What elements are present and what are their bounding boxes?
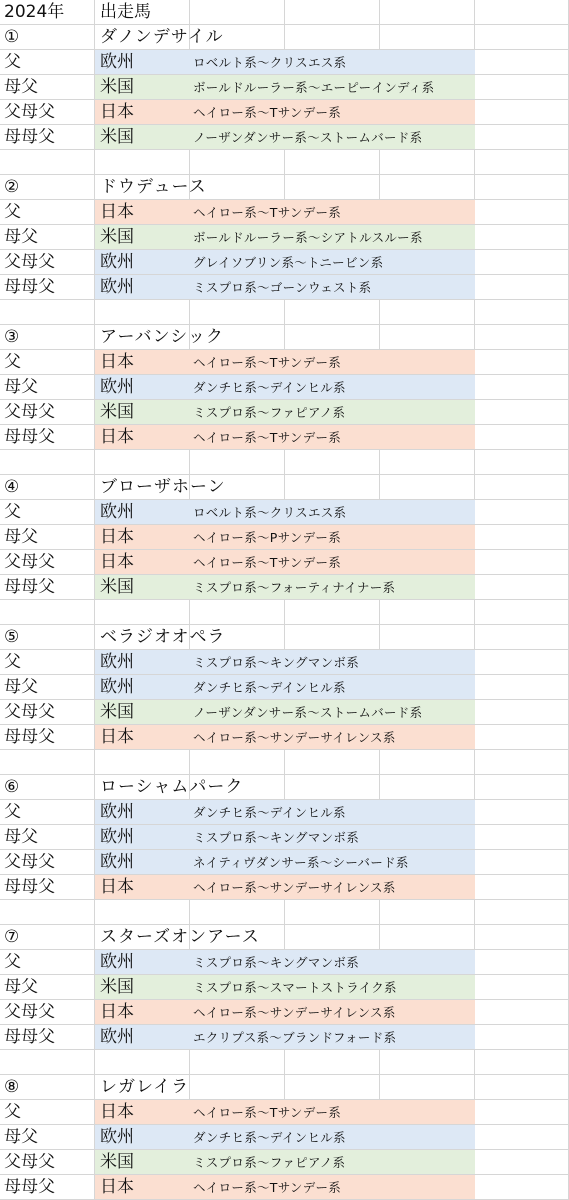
grid-cell[interactable] bbox=[475, 25, 569, 50]
pedigree-role: 母父 bbox=[4, 527, 38, 547]
grid-cell[interactable] bbox=[475, 300, 569, 325]
pedigree-row bbox=[0, 1175, 569, 1200]
grid-cell[interactable] bbox=[285, 175, 380, 200]
column-title: 出走馬 bbox=[100, 2, 151, 22]
grid-cell[interactable] bbox=[380, 0, 475, 25]
grid-cell[interactable] bbox=[285, 625, 380, 650]
grid-cell[interactable] bbox=[475, 925, 569, 950]
pedigree-row bbox=[0, 1125, 569, 1150]
pedigree-row bbox=[0, 375, 569, 400]
grid-cell[interactable] bbox=[475, 225, 569, 250]
grid-cell[interactable] bbox=[475, 675, 569, 700]
grid-cell[interactable] bbox=[475, 1000, 569, 1025]
grid-cell[interactable] bbox=[475, 275, 569, 300]
pedigree-role: 母母父 bbox=[4, 277, 55, 297]
horse-number: ⑦ bbox=[4, 927, 20, 947]
sire-line: ダンチヒ系～デインヒル系 bbox=[193, 380, 346, 395]
pedigree-row bbox=[0, 425, 569, 450]
pedigree-row bbox=[0, 500, 569, 525]
sire-line: ヘイロー系～Tサンデー系 bbox=[193, 105, 342, 120]
horse-number: ① bbox=[4, 27, 20, 47]
horse-name-row bbox=[0, 625, 569, 650]
spacer-row bbox=[0, 750, 569, 775]
pedigree-role: 父 bbox=[4, 202, 21, 222]
grid-cell[interactable] bbox=[285, 25, 380, 50]
grid-cell[interactable] bbox=[475, 400, 569, 425]
sire-line: ミスプロ系～フォーティナイナー系 bbox=[193, 580, 396, 595]
region-label: 欧州 bbox=[100, 677, 134, 697]
horse-name-row bbox=[0, 475, 569, 500]
grid-cell[interactable] bbox=[0, 150, 95, 175]
grid-cell[interactable] bbox=[285, 475, 380, 500]
pedigree-row bbox=[0, 725, 569, 750]
grid-cell[interactable] bbox=[475, 1025, 569, 1050]
grid-cell[interactable] bbox=[380, 925, 475, 950]
grid-cell[interactable] bbox=[475, 875, 569, 900]
grid-cell[interactable] bbox=[475, 450, 569, 475]
grid-cell[interactable] bbox=[380, 325, 475, 350]
grid-cell[interactable] bbox=[475, 1075, 569, 1100]
pedigree-row bbox=[0, 1000, 569, 1025]
horse-number: ③ bbox=[4, 327, 20, 347]
pedigree-row bbox=[0, 50, 569, 75]
grid-cell[interactable] bbox=[475, 750, 569, 775]
grid-cell[interactable] bbox=[95, 600, 190, 625]
pedigree-role: 母父 bbox=[4, 377, 38, 397]
grid-cell[interactable] bbox=[380, 1050, 475, 1075]
grid-cell[interactable] bbox=[0, 1050, 95, 1075]
grid-cell[interactable] bbox=[475, 825, 569, 850]
grid-cell[interactable] bbox=[475, 650, 569, 675]
horse-name: ローシャムパーク bbox=[100, 777, 244, 797]
sire-line: ミスプロ系～キングマンボ系 bbox=[193, 830, 360, 845]
grid-cell[interactable] bbox=[95, 750, 190, 775]
grid-cell[interactable] bbox=[475, 1050, 569, 1075]
grid-cell[interactable] bbox=[475, 475, 569, 500]
grid-cell[interactable] bbox=[475, 250, 569, 275]
region-label: 日本 bbox=[100, 1102, 134, 1122]
grid-cell[interactable] bbox=[475, 1150, 569, 1175]
grid-cell[interactable] bbox=[95, 450, 190, 475]
pedigree-row bbox=[0, 400, 569, 425]
pedigree-row bbox=[0, 1025, 569, 1050]
region-label: 日本 bbox=[100, 527, 134, 547]
horse-name: レガレイラ bbox=[100, 1077, 190, 1097]
pedigree-row bbox=[0, 350, 569, 375]
sire-line: ヘイロー系～Tサンデー系 bbox=[193, 1105, 342, 1120]
pedigree-row bbox=[0, 975, 569, 1000]
horse-name-row bbox=[0, 325, 569, 350]
grid-cell[interactable] bbox=[380, 775, 475, 800]
grid-cell[interactable] bbox=[190, 900, 285, 925]
grid-cell[interactable] bbox=[0, 600, 95, 625]
sire-line: ヘイロー系～Tサンデー系 bbox=[193, 1180, 342, 1195]
sire-line: エクリプス系～ブランドフォード系 bbox=[193, 1030, 397, 1045]
grid-cell[interactable] bbox=[475, 600, 569, 625]
region-label: 日本 bbox=[100, 877, 134, 897]
sire-line: ダンチヒ系～デインヒル系 bbox=[193, 1130, 346, 1145]
grid-cell[interactable] bbox=[475, 725, 569, 750]
grid-cell[interactable] bbox=[190, 450, 285, 475]
sire-line: ノーザンダンサー系～ストームバード系 bbox=[193, 130, 423, 145]
grid-cell[interactable] bbox=[475, 900, 569, 925]
grid-cell[interactable] bbox=[475, 100, 569, 125]
pedigree-role: 父 bbox=[4, 502, 21, 522]
horse-number: ⑥ bbox=[4, 777, 20, 797]
sire-line: ヘイロー系～サンデーサイレンス系 bbox=[193, 880, 396, 895]
grid-cell[interactable] bbox=[475, 425, 569, 450]
pedigree-role: 父母父 bbox=[4, 552, 55, 572]
grid-cell[interactable] bbox=[0, 750, 95, 775]
pedigree-role: 父母父 bbox=[4, 852, 55, 872]
grid-cell[interactable] bbox=[285, 925, 380, 950]
pedigree-role: 父母父 bbox=[4, 1002, 55, 1022]
grid-cell[interactable] bbox=[475, 850, 569, 875]
sire-line: ミスプロ系～ファピアノ系 bbox=[193, 1155, 346, 1170]
pedigree-row bbox=[0, 1100, 569, 1125]
pedigree-role: 母母父 bbox=[4, 127, 55, 147]
region-label: 欧州 bbox=[100, 1027, 134, 1047]
pedigree-row bbox=[0, 525, 569, 550]
spacer-row bbox=[0, 150, 569, 175]
grid-cell[interactable] bbox=[475, 125, 569, 150]
grid-cell[interactable] bbox=[380, 450, 475, 475]
pedigree-row bbox=[0, 100, 569, 125]
region-label: 日本 bbox=[100, 202, 134, 222]
grid-cell[interactable] bbox=[475, 75, 569, 100]
pedigree-row bbox=[0, 850, 569, 875]
sire-line: ミスプロ系～スマートストライク系 bbox=[193, 980, 397, 995]
grid-cell[interactable] bbox=[475, 575, 569, 600]
horse-number: ④ bbox=[4, 477, 20, 497]
pedigree-role: 父母父 bbox=[4, 702, 55, 722]
pedigree-row bbox=[0, 200, 569, 225]
pedigree-role: 父母父 bbox=[4, 402, 55, 422]
grid-cell[interactable] bbox=[285, 775, 380, 800]
grid-cell[interactable] bbox=[475, 975, 569, 1000]
pedigree-row bbox=[0, 550, 569, 575]
region-label: 米国 bbox=[100, 227, 134, 247]
sire-line: ボールドルーラー系～シアトルスルー系 bbox=[193, 230, 423, 245]
grid-cell[interactable] bbox=[475, 775, 569, 800]
grid-cell[interactable] bbox=[380, 300, 475, 325]
region-label: 欧州 bbox=[100, 827, 134, 847]
pedigree-role: 父 bbox=[4, 52, 21, 72]
grid-cell[interactable] bbox=[0, 900, 95, 925]
pedigree-role: 父 bbox=[4, 802, 21, 822]
horse-name-row bbox=[0, 175, 569, 200]
horse-name-row bbox=[0, 25, 569, 50]
grid-cell[interactable] bbox=[95, 1050, 190, 1075]
pedigree-row bbox=[0, 250, 569, 275]
pedigree-row bbox=[0, 275, 569, 300]
sire-line: ヘイロー系～Pサンデー系 bbox=[193, 530, 342, 545]
grid-cell[interactable] bbox=[475, 800, 569, 825]
region-label: 日本 bbox=[100, 102, 134, 122]
region-label: 欧州 bbox=[100, 502, 134, 522]
grid-cell[interactable] bbox=[475, 1175, 569, 1200]
sire-line: ミスプロ系～ファピアノ系 bbox=[193, 405, 346, 420]
sire-line: ダンチヒ系～デインヒル系 bbox=[193, 680, 346, 695]
spacer-row bbox=[0, 1050, 569, 1075]
spacer-row bbox=[0, 450, 569, 475]
grid-cell[interactable] bbox=[95, 300, 190, 325]
grid-cell[interactable] bbox=[285, 1050, 380, 1075]
grid-cell[interactable] bbox=[285, 750, 380, 775]
pedigree-row bbox=[0, 675, 569, 700]
grid-cell[interactable] bbox=[285, 900, 380, 925]
grid-cell[interactable] bbox=[285, 450, 380, 475]
horse-name-row bbox=[0, 1075, 569, 1100]
sire-line: ヘイロー系～サンデーサイレンス系 bbox=[193, 1005, 396, 1020]
grid-cell[interactable] bbox=[475, 525, 569, 550]
sire-line: ロベルト系～クリスエス系 bbox=[193, 505, 347, 520]
grid-cell[interactable] bbox=[190, 1075, 285, 1100]
grid-cell[interactable] bbox=[380, 1075, 475, 1100]
grid-cell[interactable] bbox=[285, 600, 380, 625]
sire-line: ネイティヴダンサー系～シーバード系 bbox=[193, 855, 409, 870]
grid-cell[interactable] bbox=[95, 150, 190, 175]
grid-cell[interactable] bbox=[190, 750, 285, 775]
sire-line: ダンチヒ系～デインヒル系 bbox=[193, 805, 346, 820]
sire-line: ミスプロ系～キングマンボ系 bbox=[193, 655, 360, 670]
region-label: 日本 bbox=[100, 727, 134, 747]
grid-cell[interactable] bbox=[475, 1125, 569, 1150]
grid-cell[interactable] bbox=[95, 900, 190, 925]
region-label: 欧州 bbox=[100, 252, 134, 272]
sire-line: ヘイロー系～Tサンデー系 bbox=[193, 205, 342, 220]
pedigree-row bbox=[0, 825, 569, 850]
region-label: 欧州 bbox=[100, 952, 134, 972]
region-label: 米国 bbox=[100, 1152, 134, 1172]
grid-cell[interactable] bbox=[0, 450, 95, 475]
pedigree-role: 母母父 bbox=[4, 1177, 55, 1197]
pedigree-row bbox=[0, 75, 569, 100]
spacer-row bbox=[0, 300, 569, 325]
spacer-row bbox=[0, 900, 569, 925]
horse-number: ⑧ bbox=[4, 1077, 20, 1097]
grid-cell[interactable] bbox=[285, 300, 380, 325]
pedigree-role: 父母父 bbox=[4, 102, 55, 122]
horse-name-row bbox=[0, 775, 569, 800]
pedigree-role: 母母父 bbox=[4, 727, 55, 747]
grid-cell[interactable] bbox=[190, 600, 285, 625]
sire-line: ロベルト系～クリスエス系 bbox=[193, 55, 347, 70]
pedigree-row bbox=[0, 875, 569, 900]
horse-name-row bbox=[0, 925, 569, 950]
horse-name: ダノンデサイル bbox=[100, 27, 224, 47]
pedigree-role: 母父 bbox=[4, 827, 38, 847]
pedigree-row bbox=[0, 800, 569, 825]
pedigree-role: 父 bbox=[4, 1102, 21, 1122]
pedigree-role: 母母父 bbox=[4, 877, 55, 897]
grid-cell[interactable] bbox=[475, 700, 569, 725]
region-label: 米国 bbox=[100, 127, 134, 147]
region-label: 欧州 bbox=[100, 802, 134, 822]
pedigree-role: 父母父 bbox=[4, 1152, 55, 1172]
grid-cell[interactable] bbox=[475, 1100, 569, 1125]
spacer-row bbox=[0, 600, 569, 625]
region-label: 欧州 bbox=[100, 852, 134, 872]
region-label: 日本 bbox=[100, 1002, 134, 1022]
pedigree-role: 母母父 bbox=[4, 577, 55, 597]
region-label: 日本 bbox=[100, 1177, 134, 1197]
pedigree-role: 母父 bbox=[4, 227, 38, 247]
grid-cell[interactable] bbox=[380, 600, 475, 625]
region-label: 米国 bbox=[100, 977, 134, 997]
region-label: 欧州 bbox=[100, 652, 134, 672]
grid-cell[interactable] bbox=[380, 750, 475, 775]
grid-cell[interactable] bbox=[380, 475, 475, 500]
grid-cell[interactable] bbox=[285, 0, 380, 25]
pedigree-row bbox=[0, 950, 569, 975]
horse-name: スターズオンアース bbox=[100, 927, 260, 947]
grid-cell[interactable] bbox=[475, 350, 569, 375]
region-label: 欧州 bbox=[100, 277, 134, 297]
grid-cell[interactable] bbox=[380, 150, 475, 175]
pedigree-role: 母父 bbox=[4, 977, 38, 997]
region-label: 日本 bbox=[100, 427, 134, 447]
year-label: 2024年 bbox=[4, 2, 65, 22]
pedigree-row bbox=[0, 1150, 569, 1175]
pedigree-role: 母母父 bbox=[4, 1027, 55, 1047]
sire-line: ミスプロ系～ゴーンウェスト系 bbox=[193, 280, 372, 295]
header-row bbox=[0, 0, 569, 25]
pedigree-row bbox=[0, 125, 569, 150]
grid-cell[interactable] bbox=[190, 300, 285, 325]
pedigree-row bbox=[0, 225, 569, 250]
pedigree-role: 父 bbox=[4, 352, 21, 372]
pedigree-role: 母父 bbox=[4, 1127, 38, 1147]
horse-number: ⑤ bbox=[4, 627, 20, 647]
pedigree-row bbox=[0, 650, 569, 675]
pedigree-role: 母母父 bbox=[4, 427, 55, 447]
grid-cell[interactable] bbox=[475, 200, 569, 225]
grid-cell[interactable] bbox=[475, 950, 569, 975]
grid-cell[interactable] bbox=[475, 375, 569, 400]
grid-cell[interactable] bbox=[475, 325, 569, 350]
grid-cell[interactable] bbox=[380, 625, 475, 650]
horse-name: ベラジオオペラ bbox=[100, 627, 226, 647]
horse-name: ブローザホーン bbox=[100, 477, 226, 497]
horse-number: ② bbox=[4, 177, 20, 197]
pedigree-role: 父母父 bbox=[4, 252, 55, 272]
pedigree-role: 父 bbox=[4, 952, 21, 972]
grid-cell[interactable] bbox=[475, 150, 569, 175]
grid-cell[interactable] bbox=[285, 1075, 380, 1100]
region-label: 米国 bbox=[100, 702, 134, 722]
sire-line: ボールドルーラー系～エーピーインディ系 bbox=[193, 80, 435, 95]
grid-cell[interactable] bbox=[0, 300, 95, 325]
grid-cell[interactable] bbox=[190, 1050, 285, 1075]
horse-name: ドウデュース bbox=[100, 177, 207, 197]
grid-cell[interactable] bbox=[475, 550, 569, 575]
region-label: 欧州 bbox=[100, 52, 134, 72]
region-label: 日本 bbox=[100, 352, 134, 372]
region-label: 米国 bbox=[100, 577, 134, 597]
region-label: 欧州 bbox=[100, 1127, 134, 1147]
region-label: 欧州 bbox=[100, 377, 134, 397]
sire-line: ヘイロー系～Tサンデー系 bbox=[193, 555, 342, 570]
horse-name: アーバンシック bbox=[100, 327, 224, 347]
grid-cell[interactable] bbox=[475, 500, 569, 525]
region-label: 日本 bbox=[100, 552, 134, 572]
grid-cell[interactable] bbox=[380, 175, 475, 200]
region-label: 米国 bbox=[100, 77, 134, 97]
grid-cell[interactable] bbox=[190, 0, 285, 25]
grid-cell[interactable] bbox=[285, 150, 380, 175]
region-label: 米国 bbox=[100, 402, 134, 422]
grid-cell[interactable] bbox=[475, 625, 569, 650]
sire-line: ノーザンダンサー系～ストームバード系 bbox=[193, 705, 423, 720]
pedigree-row bbox=[0, 700, 569, 725]
grid-cell[interactable] bbox=[380, 25, 475, 50]
grid-cell[interactable] bbox=[475, 175, 569, 200]
grid-cell[interactable] bbox=[190, 150, 285, 175]
grid-cell[interactable] bbox=[475, 0, 569, 25]
sire-line: グレイソブリン系～トニービン系 bbox=[193, 255, 384, 270]
sire-line: ヘイロー系～サンデーサイレンス系 bbox=[193, 730, 396, 745]
sire-line: ヘイロー系～Tサンデー系 bbox=[193, 355, 342, 370]
grid-cell[interactable] bbox=[285, 325, 380, 350]
grid-cell[interactable] bbox=[380, 900, 475, 925]
sire-line: ヘイロー系～Tサンデー系 bbox=[193, 430, 342, 445]
pedigree-row bbox=[0, 575, 569, 600]
sire-line: ミスプロ系～キングマンボ系 bbox=[193, 955, 360, 970]
pedigree-role: 母父 bbox=[4, 77, 38, 97]
pedigree-role: 父 bbox=[4, 652, 21, 672]
grid-cell[interactable] bbox=[475, 50, 569, 75]
pedigree-role: 母父 bbox=[4, 677, 38, 697]
